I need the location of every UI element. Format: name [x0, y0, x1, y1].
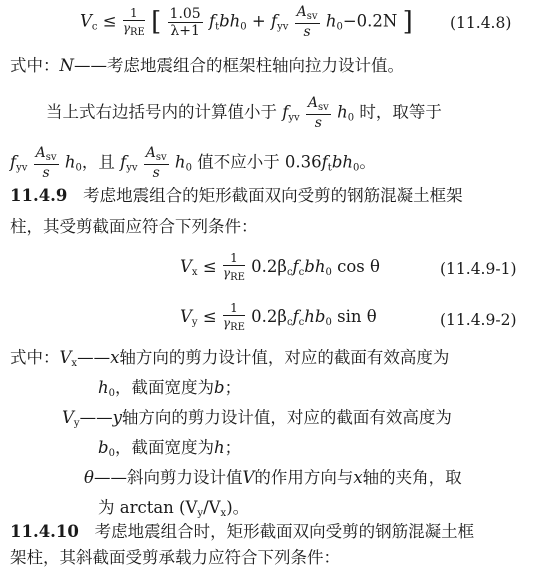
fraction-asv-over-s: $\frac{A_{sv}}{s}$	[307, 95, 329, 131]
section-number: 11.4.10	[10, 522, 79, 541]
section-number: 11.4.9	[10, 186, 68, 205]
fraction-lambda: $\frac{1.05}{\lambda+1}$	[169, 5, 201, 39]
section-11-4-10-line1: 11.4.10 考虑地震组合时，矩形截面双向受剪的钢筋混凝土框	[10, 522, 475, 541]
paragraph-condition-line1: 当上式右边括号内的计算值小于 $f_{yv}$ $\frac{A_{sv}}{s}$ $h_0$ 时，取等于	[46, 95, 442, 131]
equation-11-4-8: $V_c$ ≤ $\frac{1}{\gamma_{RE}}$ [ $\frac{1.05}{\lambda+1}$ $f_tbh_0 + f_{yv}$ $\frac{A_{sv}}{s}$ $h_0-0.2N$ ]	[80, 4, 413, 40]
where-vx-definition: 式中：$V_x——x$轴方向的剪力设计值，对应的截面有效高度为	[10, 348, 450, 369]
where-vx-definition-cont: $h_0$，截面宽度为b；	[98, 378, 242, 399]
fraction-asv-over-s: $\frac{A_{sv}}{s}$	[296, 4, 318, 40]
equation-number-11-4-9-2: (11.4.9-2)	[440, 311, 517, 329]
equation-number-11-4-8: (11.4.8)	[450, 14, 512, 32]
where-theta-definition-cont: 为 $\arctan (V_y/V_x)$。	[98, 498, 250, 519]
section-11-4-9-line1: 11.4.9 考虑地震组合的矩形截面双向受剪的钢筋混凝土框架	[10, 186, 463, 205]
where-vy-definition: $V_y——y$轴方向的剪力设计值，对应的截面有效高度为	[62, 408, 452, 429]
equation-number-11-4-9-1: (11.4.9-1)	[440, 260, 517, 278]
paragraph-condition-line2: $f_{yv}$ $\frac{A_{sv}}{s}$ $h_0$，且 $f_{yv}$ $\frac{A_{sv}}{s}$ $h_0$ 值不应小于 $0.36f_tbh_0$。	[10, 145, 376, 181]
section-11-4-10-line2: 架柱，其斜截面受剪承载力应符合下列条件：	[10, 548, 340, 567]
fraction-one-over-gamma: $\frac{1}{\gamma_{RE}}$	[122, 5, 145, 38]
equation-11-4-9-1: $V_x$ ≤ $\frac{1}{\gamma_{RE}}$ $0.2\beta_cf_cbh_0$ cos θ	[180, 251, 380, 283]
where-vy-definition-cont: $b_0$，截面宽度为h；	[98, 438, 242, 459]
fraction-one-over-gamma: $\frac{1}{\gamma_{RE}}$	[222, 251, 245, 283]
where-theta-definition: θ——斜向剪力设计值V的作用方向与x轴的夹角，取	[84, 468, 462, 487]
equation-11-4-9-2: $V_y$ ≤ $\frac{1}{\gamma_{RE}}$ $0.2\beta_cf_chb_0$ sin θ	[180, 301, 377, 333]
where-n-definition: 式中：N——考虑地震组合的框架柱轴向拉力设计值。	[10, 56, 404, 75]
fraction-one-over-gamma: $\frac{1}{\gamma_{RE}}$	[222, 301, 245, 333]
fraction-asv-over-s: $\frac{A_{sv}}{s}$	[35, 145, 57, 181]
section-11-4-9-line2: 柱，其受剪截面应符合下列条件：	[10, 217, 258, 236]
fraction-asv-over-s: $\frac{A_{sv}}{s}$	[145, 145, 167, 181]
